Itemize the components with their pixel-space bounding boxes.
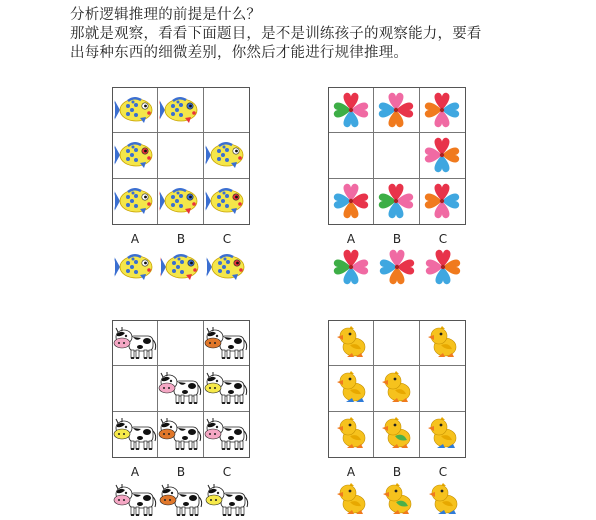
answer-option-b[interactable] [374, 247, 420, 287]
grid-cell [158, 366, 203, 411]
grid-cell [204, 366, 249, 411]
fish-icon [205, 186, 247, 216]
flower-icon [421, 134, 463, 176]
grid-cell [329, 88, 374, 133]
answer-option-c[interactable] [204, 247, 250, 287]
answer-option-b[interactable] [158, 247, 204, 287]
flower-icon [422, 246, 464, 288]
flower-icon [330, 246, 372, 288]
answer-options [112, 247, 250, 287]
duck-icon [334, 325, 368, 361]
duck-icon [380, 482, 414, 518]
duck-icon [425, 325, 459, 361]
grid-cell [113, 179, 158, 224]
grid-cell [420, 88, 465, 133]
grid-cell [113, 133, 158, 178]
grid-cell [113, 88, 158, 133]
grid-cell-empty [113, 366, 158, 411]
option-labels [328, 465, 466, 479]
option-label-b: B [392, 465, 402, 479]
grid-cell [158, 88, 203, 133]
option-label-a: A [130, 465, 140, 479]
grid-cell [329, 366, 374, 411]
fish-icon [206, 252, 248, 282]
grid-cell-empty [158, 133, 203, 178]
grid-cell [204, 133, 249, 178]
answer-option-a[interactable] [112, 247, 158, 287]
grid-cell [329, 179, 374, 224]
option-label-b: B [176, 465, 186, 479]
duck-icon [425, 416, 459, 452]
grid-cell [420, 412, 465, 457]
grid-cell [204, 412, 249, 457]
puzzle-grid [112, 87, 250, 225]
answer-option-c[interactable] [420, 480, 466, 520]
grid-cell [158, 412, 203, 457]
duck-icon [426, 482, 460, 518]
cow-icon [159, 483, 203, 517]
intro-line-2: 那就是观察，看看下面题目，是不是训练孩子的观察能力，要看 [70, 26, 482, 42]
grid-cell [374, 412, 419, 457]
cow-icon [113, 326, 157, 360]
option-label-a: A [130, 232, 140, 246]
option-label-a: A [346, 232, 356, 246]
flower-icon [330, 180, 372, 222]
fish-icon [159, 95, 201, 125]
grid-cell-empty [374, 321, 419, 366]
duck-icon [334, 370, 368, 406]
answer-options [112, 480, 250, 520]
intro-line-3: 出每种东西的细微差别，你然后才能进行规律推理。 [70, 45, 409, 61]
grid-cell [329, 321, 374, 366]
option-label-c: C [222, 232, 232, 246]
cow-icon [158, 371, 202, 405]
answer-option-a[interactable] [328, 247, 374, 287]
cow-icon [113, 483, 157, 517]
grid-cell-empty [158, 321, 203, 366]
cow-icon [205, 483, 249, 517]
answer-options [328, 480, 466, 520]
cow-icon [158, 417, 202, 451]
fish-icon [114, 95, 156, 125]
fish-icon [159, 186, 201, 216]
grid-cell [204, 179, 249, 224]
option-label-c: C [438, 465, 448, 479]
flower-icon [376, 246, 418, 288]
answer-options [328, 247, 466, 287]
grid-cell [420, 133, 465, 178]
duck-icon [334, 482, 368, 518]
option-label-c: C [222, 465, 232, 479]
grid-cell [158, 179, 203, 224]
answer-option-b[interactable] [158, 480, 204, 520]
cow-icon [204, 417, 248, 451]
option-label-b: B [176, 232, 186, 246]
answer-option-b[interactable] [374, 480, 420, 520]
duck-icon [334, 416, 368, 452]
answer-option-a[interactable] [328, 480, 374, 520]
grid-cell-empty [374, 133, 419, 178]
cow-icon [113, 417, 157, 451]
duck-icon [379, 370, 413, 406]
puzzle-grid [328, 320, 466, 458]
option-label-b: B [392, 232, 402, 246]
grid-cell [374, 88, 419, 133]
grid-cell [420, 179, 465, 224]
flower-icon [421, 89, 463, 131]
cow-icon [204, 371, 248, 405]
grid-cell [329, 412, 374, 457]
fish-icon [160, 252, 202, 282]
option-label-c: C [438, 232, 448, 246]
grid-cell [113, 321, 158, 366]
option-labels [112, 465, 250, 479]
cow-icon [204, 326, 248, 360]
grid-cell [374, 366, 419, 411]
puzzle-grid [112, 320, 250, 458]
answer-option-c[interactable] [204, 480, 250, 520]
grid-cell-empty [420, 366, 465, 411]
fish-icon [205, 140, 247, 170]
answer-option-a[interactable] [112, 480, 158, 520]
option-labels [112, 232, 250, 246]
intro-text [70, 6, 590, 63]
puzzle-grid [328, 87, 466, 225]
grid-cell [374, 179, 419, 224]
answer-option-c[interactable] [420, 247, 466, 287]
grid-cell [420, 321, 465, 366]
flower-icon [375, 89, 417, 131]
grid-cell-empty [329, 133, 374, 178]
grid-cell-empty [204, 88, 249, 133]
option-labels [328, 232, 466, 246]
fish-icon [114, 252, 156, 282]
duck-icon [379, 416, 413, 452]
intro-line-1: 分析逻辑推理的前提是什么？ [70, 7, 262, 23]
flower-icon [330, 89, 372, 131]
grid-cell [113, 412, 158, 457]
grid-cell [204, 321, 249, 366]
flower-icon [375, 180, 417, 222]
fish-icon [114, 186, 156, 216]
fish-icon [114, 140, 156, 170]
option-label-a: A [346, 465, 356, 479]
flower-icon [421, 180, 463, 222]
